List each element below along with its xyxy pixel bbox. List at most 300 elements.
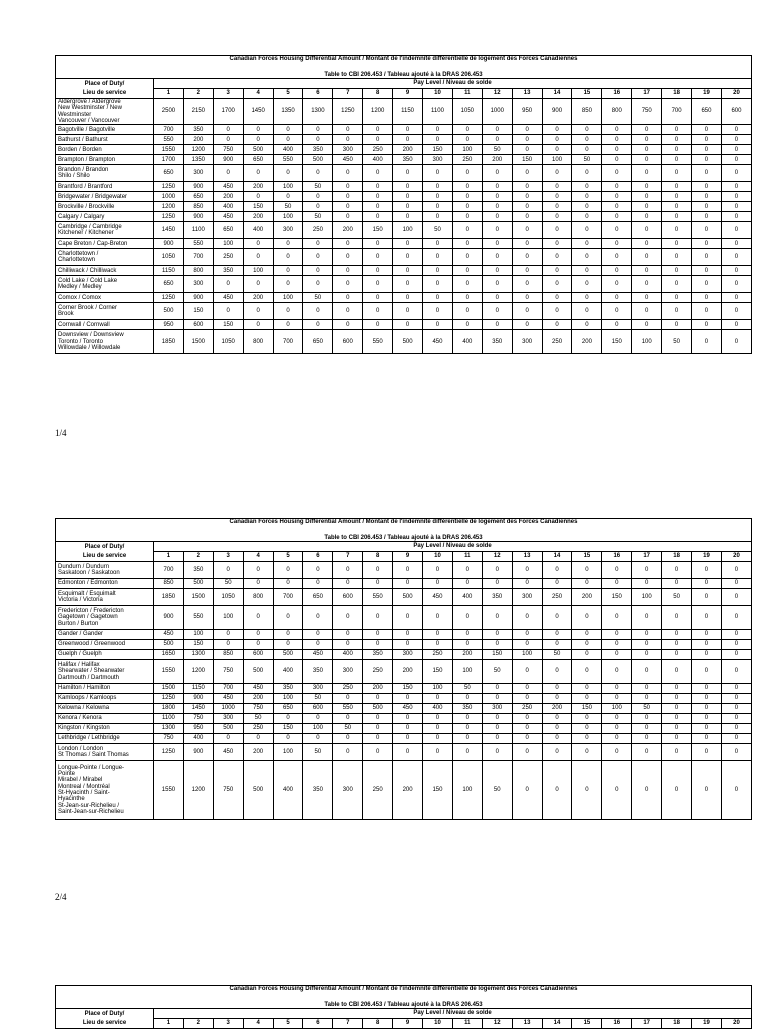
place-name-line: Greenwood / Greenwood: [58, 641, 126, 648]
amount-cell: 1200: [154, 202, 184, 212]
amount-cell: 150: [423, 761, 453, 820]
amount-cell: 0: [692, 734, 722, 744]
amount-cell: 0: [303, 135, 333, 145]
pay-level-number: 4: [243, 89, 273, 99]
pay-level-number: 20: [721, 552, 751, 562]
amount-cell: 500: [393, 330, 423, 354]
place-name-line: Kamloops / Kamloops: [58, 695, 117, 702]
amount-cell: 0: [542, 562, 572, 579]
amount-cell: 500: [213, 724, 243, 734]
amount-cell: 0: [632, 249, 662, 266]
amount-cell: 0: [632, 630, 662, 640]
amount-cell: 150: [183, 303, 213, 320]
amount-cell: 400: [363, 155, 393, 165]
place-name-line: Aldergrove / Aldergrove: [58, 99, 121, 105]
amount-cell: 50: [303, 694, 333, 704]
pay-level-number: 12: [482, 552, 512, 562]
amount-cell: 250: [363, 145, 393, 155]
amount-cell: 0: [692, 660, 722, 684]
amount-cell: 0: [692, 684, 722, 694]
lieu-de-service-header: Lieu de service: [56, 89, 154, 99]
amount-cell: 550: [333, 704, 363, 714]
amount-cell: 0: [393, 724, 423, 734]
table-row: [56, 589, 752, 606]
pay-level-number: 18: [662, 1019, 692, 1029]
amount-cell: 700: [213, 684, 243, 694]
amount-cell: 0: [572, 192, 602, 202]
level-header-row: [56, 552, 752, 562]
amount-cell: 0: [482, 562, 512, 579]
amount-cell: 0: [512, 202, 542, 212]
place-name-line: Brampton / Brampton: [58, 156, 116, 163]
amount-cell: 0: [721, 704, 751, 714]
amount-cell: 100: [452, 145, 482, 155]
amount-cell: 0: [721, 276, 751, 293]
amount-cell: 300: [482, 704, 512, 714]
amount-cell: 100: [452, 660, 482, 684]
amount-cell: 1000: [213, 704, 243, 714]
amount-cell: 0: [333, 714, 363, 724]
amount-cell: 0: [721, 714, 751, 724]
place-of-duty-cell: [56, 744, 154, 761]
amount-cell: 0: [423, 293, 453, 303]
amount-cell: 0: [721, 145, 751, 155]
amount-cell: 0: [692, 125, 722, 135]
amount-cell: 0: [662, 239, 692, 249]
amount-cell: 200: [393, 660, 423, 684]
amount-cell: 750: [632, 99, 662, 125]
amount-cell: 0: [273, 192, 303, 202]
place-of-duty-cell: [56, 222, 154, 239]
amount-cell: 400: [183, 734, 213, 744]
amount-cell: 0: [662, 714, 692, 724]
amount-cell: 1450: [154, 222, 184, 239]
amount-cell: 0: [482, 249, 512, 266]
amount-cell: 0: [572, 734, 602, 744]
amount-cell: 0: [542, 145, 572, 155]
housing-differential-table-page-2: [55, 518, 752, 820]
amount-cell: 450: [154, 630, 184, 640]
amount-cell: 0: [363, 249, 393, 266]
amount-cell: 0: [393, 165, 423, 182]
table-row: [56, 562, 752, 579]
amount-cell: 100: [423, 684, 453, 694]
pay-level-number: 5: [273, 89, 303, 99]
pay-level-number: 15: [572, 89, 602, 99]
amount-cell: 0: [512, 562, 542, 579]
amount-cell: 0: [572, 202, 602, 212]
amount-cell: 0: [602, 630, 632, 640]
amount-cell: 350: [452, 704, 482, 714]
amount-cell: 700: [273, 589, 303, 606]
place-of-duty-cell: [56, 276, 154, 293]
amount-cell: 300: [333, 660, 363, 684]
pay-level-number: 10: [423, 552, 453, 562]
table-row: [56, 276, 752, 293]
amount-cell: 500: [154, 640, 184, 650]
pay-level-number: 20: [721, 89, 751, 99]
amount-cell: 0: [243, 320, 273, 330]
amount-cell: 0: [333, 182, 363, 192]
place-name-line: Brantford / Brantford: [58, 183, 113, 190]
amount-cell: 350: [273, 684, 303, 694]
place-of-duty-cell: [56, 155, 154, 165]
amount-cell: 0: [273, 125, 303, 135]
amount-cell: 0: [423, 125, 453, 135]
amount-cell: 150: [273, 724, 303, 734]
amount-cell: 0: [721, 293, 751, 303]
amount-cell: 0: [662, 684, 692, 694]
amount-cell: 0: [542, 694, 572, 704]
amount-cell: 0: [423, 135, 453, 145]
pay-level-number: 9: [393, 552, 423, 562]
amount-cell: 0: [572, 276, 602, 293]
table-subtitle-row: [56, 997, 752, 1009]
amount-cell: 0: [602, 276, 632, 293]
pay-level-number: 2: [183, 89, 213, 99]
amount-cell: 250: [213, 249, 243, 266]
place-of-duty-cell: [56, 606, 154, 630]
amount-cell: 0: [452, 562, 482, 579]
amount-cell: 0: [602, 724, 632, 734]
amount-cell: 0: [542, 125, 572, 135]
amount-cell: 750: [183, 714, 213, 724]
amount-cell: 1450: [183, 704, 213, 714]
amount-cell: 0: [542, 182, 572, 192]
table-title: Canadian Forces Housing Differential Amount / Montant de l'indemnité différentielle de logement des Forces Canadiennes: [56, 56, 752, 68]
amount-cell: 0: [452, 606, 482, 630]
amount-cell: 0: [632, 606, 662, 630]
amount-cell: 0: [542, 744, 572, 761]
amount-cell: 0: [572, 714, 602, 724]
table-row: [56, 734, 752, 744]
amount-cell: 450: [243, 684, 273, 694]
amount-cell: 0: [572, 222, 602, 239]
amount-cell: 0: [602, 182, 632, 192]
place-name-line: Dundurn / Dundurn: [58, 563, 110, 570]
pay-level-number: 1: [154, 552, 184, 562]
amount-cell: 500: [243, 145, 273, 155]
amount-cell: 0: [273, 239, 303, 249]
amount-cell: 0: [662, 303, 692, 320]
amount-cell: 50: [333, 724, 363, 734]
amount-cell: 0: [692, 704, 722, 714]
amount-cell: 0: [512, 640, 542, 650]
amount-cell: 150: [183, 640, 213, 650]
amount-cell: 0: [572, 650, 602, 660]
amount-cell: 0: [482, 293, 512, 303]
amount-cell: 0: [482, 320, 512, 330]
amount-cell: 100: [632, 330, 662, 354]
place-of-duty-cell: [56, 714, 154, 724]
place-of-duty-cell: [56, 704, 154, 714]
amount-cell: 0: [692, 589, 722, 606]
pay-level-number: 19: [692, 552, 722, 562]
amount-cell: 0: [363, 562, 393, 579]
place-name-line: Bridgewater / Bridgewater: [58, 193, 128, 200]
amount-cell: 1850: [154, 589, 184, 606]
amount-cell: 0: [572, 125, 602, 135]
amount-cell: 0: [662, 562, 692, 579]
amount-cell: 0: [482, 276, 512, 293]
place-name-line: Charlottetown /: [58, 250, 99, 257]
amount-cell: 0: [721, 650, 751, 660]
pay-level-number: 11: [452, 552, 482, 562]
place-name-line: Bathurst / Bathurst: [58, 136, 108, 143]
amount-cell: 0: [572, 606, 602, 630]
amount-cell: 100: [213, 606, 243, 630]
amount-cell: 1100: [154, 714, 184, 724]
amount-cell: 50: [662, 330, 692, 354]
place-of-duty-cell: [56, 266, 154, 276]
amount-cell: 0: [303, 192, 333, 202]
amount-cell: 0: [452, 202, 482, 212]
pay-level-number: 6: [303, 89, 333, 99]
amount-cell: 0: [482, 165, 512, 182]
place-name-line: Lethbridge / Lethbridge: [58, 735, 120, 742]
place-name-line: Cornwall / Cornwall: [58, 321, 110, 328]
place-of-duty-cell: [56, 650, 154, 660]
amount-cell: 250: [303, 222, 333, 239]
table-title-row: [56, 56, 752, 68]
amount-cell: 0: [512, 761, 542, 820]
amount-cell: 0: [721, 320, 751, 330]
amount-cell: 150: [482, 650, 512, 660]
amount-cell: 0: [303, 202, 333, 212]
amount-cell: 0: [512, 724, 542, 734]
table-row: [56, 145, 752, 155]
amount-cell: 0: [243, 249, 273, 266]
amount-cell: 0: [632, 239, 662, 249]
amount-cell: 0: [273, 714, 303, 724]
table-row: [56, 744, 752, 761]
amount-cell: 300: [213, 714, 243, 724]
amount-cell: 0: [452, 276, 482, 293]
amount-cell: 200: [452, 650, 482, 660]
amount-cell: 150: [363, 222, 393, 239]
place-name-line: St Thomas / Saint Thomas: [58, 752, 129, 758]
amount-cell: 950: [183, 724, 213, 734]
amount-cell: 0: [512, 606, 542, 630]
amount-cell: 0: [213, 562, 243, 579]
pay-level-number: 6: [303, 552, 333, 562]
amount-cell: 200: [363, 684, 393, 694]
amount-cell: 700: [662, 99, 692, 125]
amount-cell: 100: [542, 155, 572, 165]
amount-cell: 0: [692, 135, 722, 145]
amount-cell: 1250: [333, 99, 363, 125]
amount-cell: 1250: [154, 182, 184, 192]
table-row: [56, 606, 752, 630]
amount-cell: 0: [721, 660, 751, 684]
amount-cell: 700: [154, 125, 184, 135]
table-row: [56, 165, 752, 182]
amount-cell: 0: [482, 182, 512, 192]
place-name-line: Gander / Gander: [58, 631, 104, 638]
amount-cell: 0: [482, 222, 512, 239]
amount-cell: 0: [363, 320, 393, 330]
amount-cell: 0: [393, 182, 423, 192]
amount-cell: 700: [154, 562, 184, 579]
amount-cell: 0: [692, 202, 722, 212]
amount-cell: 0: [393, 125, 423, 135]
amount-cell: 200: [243, 744, 273, 761]
table-title-row: [56, 986, 752, 998]
place-name-line: Corner Brook / Corner: [58, 304, 118, 311]
amount-cell: 0: [333, 165, 363, 182]
amount-cell: 0: [452, 630, 482, 640]
amount-cell: 300: [273, 222, 303, 239]
amount-cell: 0: [542, 212, 572, 222]
amount-cell: 0: [662, 249, 692, 266]
amount-cell: 0: [662, 579, 692, 589]
amount-cell: 100: [213, 239, 243, 249]
amount-cell: 100: [273, 744, 303, 761]
amount-cell: 0: [363, 724, 393, 734]
amount-cell: 0: [632, 125, 662, 135]
amount-cell: 0: [662, 630, 692, 640]
table-row: [56, 239, 752, 249]
pay-level-header: Pay Level / Niveau de solde: [154, 542, 752, 552]
pay-level-number: 2: [183, 1019, 213, 1029]
amount-cell: 450: [423, 330, 453, 354]
amount-cell: 0: [662, 155, 692, 165]
amount-cell: 0: [602, 744, 632, 761]
amount-cell: 0: [602, 714, 632, 724]
amount-cell: 0: [423, 320, 453, 330]
amount-cell: 0: [482, 630, 512, 640]
amount-cell: 600: [333, 589, 363, 606]
amount-cell: 0: [303, 249, 333, 266]
place-name-line: Chilliwack / Chilliwack: [58, 267, 117, 274]
amount-cell: 0: [632, 293, 662, 303]
amount-cell: 200: [243, 694, 273, 704]
amount-cell: 200: [183, 135, 213, 145]
amount-cell: 0: [542, 320, 572, 330]
amount-cell: 0: [423, 165, 453, 182]
amount-cell: 0: [423, 266, 453, 276]
amount-cell: 200: [243, 182, 273, 192]
table-row: [56, 293, 752, 303]
amount-cell: 0: [423, 303, 453, 320]
amount-cell: 300: [183, 276, 213, 293]
amount-cell: 0: [632, 650, 662, 660]
amount-cell: 650: [303, 330, 333, 354]
amount-cell: 1250: [154, 744, 184, 761]
table-title: Canadian Forces Housing Differential Amount / Montant de l'indemnité différentielle de logement des Forces Canadiennes: [56, 519, 752, 531]
amount-cell: 0: [692, 650, 722, 660]
amount-cell: 0: [632, 155, 662, 165]
amount-cell: 200: [542, 704, 572, 714]
pay-level-number: 4: [243, 1019, 273, 1029]
place-of-duty-cell: [56, 724, 154, 734]
amount-cell: 0: [393, 239, 423, 249]
amount-cell: 0: [602, 684, 632, 694]
place-of-duty-cell: [56, 135, 154, 145]
amount-cell: 0: [572, 135, 602, 145]
amount-cell: 900: [154, 606, 184, 630]
place-of-duty-cell: [56, 182, 154, 192]
amount-cell: 1250: [154, 694, 184, 704]
place-name-line: Halifax / Halifax: [58, 662, 100, 669]
amount-cell: 450: [213, 694, 243, 704]
amount-cell: 0: [452, 125, 482, 135]
place-name-line: Kingston / Kingston: [58, 725, 110, 732]
amount-cell: 600: [243, 650, 273, 660]
amount-cell: 0: [721, 266, 751, 276]
amount-cell: 900: [183, 293, 213, 303]
page-number: 1/4: [55, 428, 67, 438]
place-of-duty-cell: [56, 165, 154, 182]
amount-cell: 1050: [213, 589, 243, 606]
amount-cell: 1200: [363, 99, 393, 125]
place-name-line: Esquimalt / Esquimalt: [58, 590, 116, 597]
amount-cell: 0: [452, 293, 482, 303]
amount-cell: 350: [303, 145, 333, 155]
header-row: [56, 542, 752, 552]
amount-cell: 0: [692, 761, 722, 820]
amount-cell: 0: [393, 579, 423, 589]
amount-cell: 0: [572, 640, 602, 650]
amount-cell: 1350: [183, 155, 213, 165]
amount-cell: 1550: [154, 660, 184, 684]
pay-level-number: 20: [721, 1019, 751, 1029]
pay-level-number: 16: [602, 89, 632, 99]
place-of-duty-header: Place of Duty/: [56, 542, 154, 552]
amount-cell: 0: [482, 744, 512, 761]
amount-cell: 0: [602, 660, 632, 684]
amount-cell: 800: [243, 330, 273, 354]
place-name-line: Vancouver / Vancouver: [58, 117, 120, 124]
amount-cell: 1700: [154, 155, 184, 165]
amount-cell: 0: [662, 724, 692, 734]
amount-cell: 0: [303, 640, 333, 650]
amount-cell: 0: [721, 182, 751, 192]
table-subtitle: Table to CBI 206.453 / Tableau ajouté à la DRAS 206.453: [56, 67, 752, 79]
amount-cell: 0: [542, 293, 572, 303]
amount-cell: 0: [363, 714, 393, 724]
amount-cell: 0: [243, 579, 273, 589]
amount-cell: 0: [572, 266, 602, 276]
amount-cell: 50: [482, 145, 512, 155]
amount-cell: 0: [602, 734, 632, 744]
place-name-line: Guelph / Guelph: [58, 651, 102, 658]
amount-cell: 0: [721, 155, 751, 165]
amount-cell: 550: [363, 330, 393, 354]
amount-cell: 0: [393, 714, 423, 724]
amount-cell: 950: [512, 99, 542, 125]
amount-cell: 0: [542, 606, 572, 630]
place-name-line: Saint-Jean-sur-Richelieu: [58, 808, 124, 815]
place-of-duty-cell: [56, 293, 154, 303]
pay-level-number: 15: [572, 552, 602, 562]
place-of-duty-cell: [56, 761, 154, 820]
pay-level-number: 2: [183, 552, 213, 562]
place-name-line: Pointe: [58, 771, 76, 778]
amount-cell: 0: [721, 125, 751, 135]
amount-cell: 0: [512, 266, 542, 276]
place-of-duty-cell: [56, 202, 154, 212]
amount-cell: 0: [662, 606, 692, 630]
amount-cell: 200: [243, 212, 273, 222]
amount-cell: 50: [303, 182, 333, 192]
amount-cell: 0: [452, 266, 482, 276]
amount-cell: 350: [303, 660, 333, 684]
amount-cell: 200: [333, 222, 363, 239]
amount-cell: 0: [632, 684, 662, 694]
place-of-duty-cell: [56, 579, 154, 589]
place-of-duty-cell: [56, 694, 154, 704]
